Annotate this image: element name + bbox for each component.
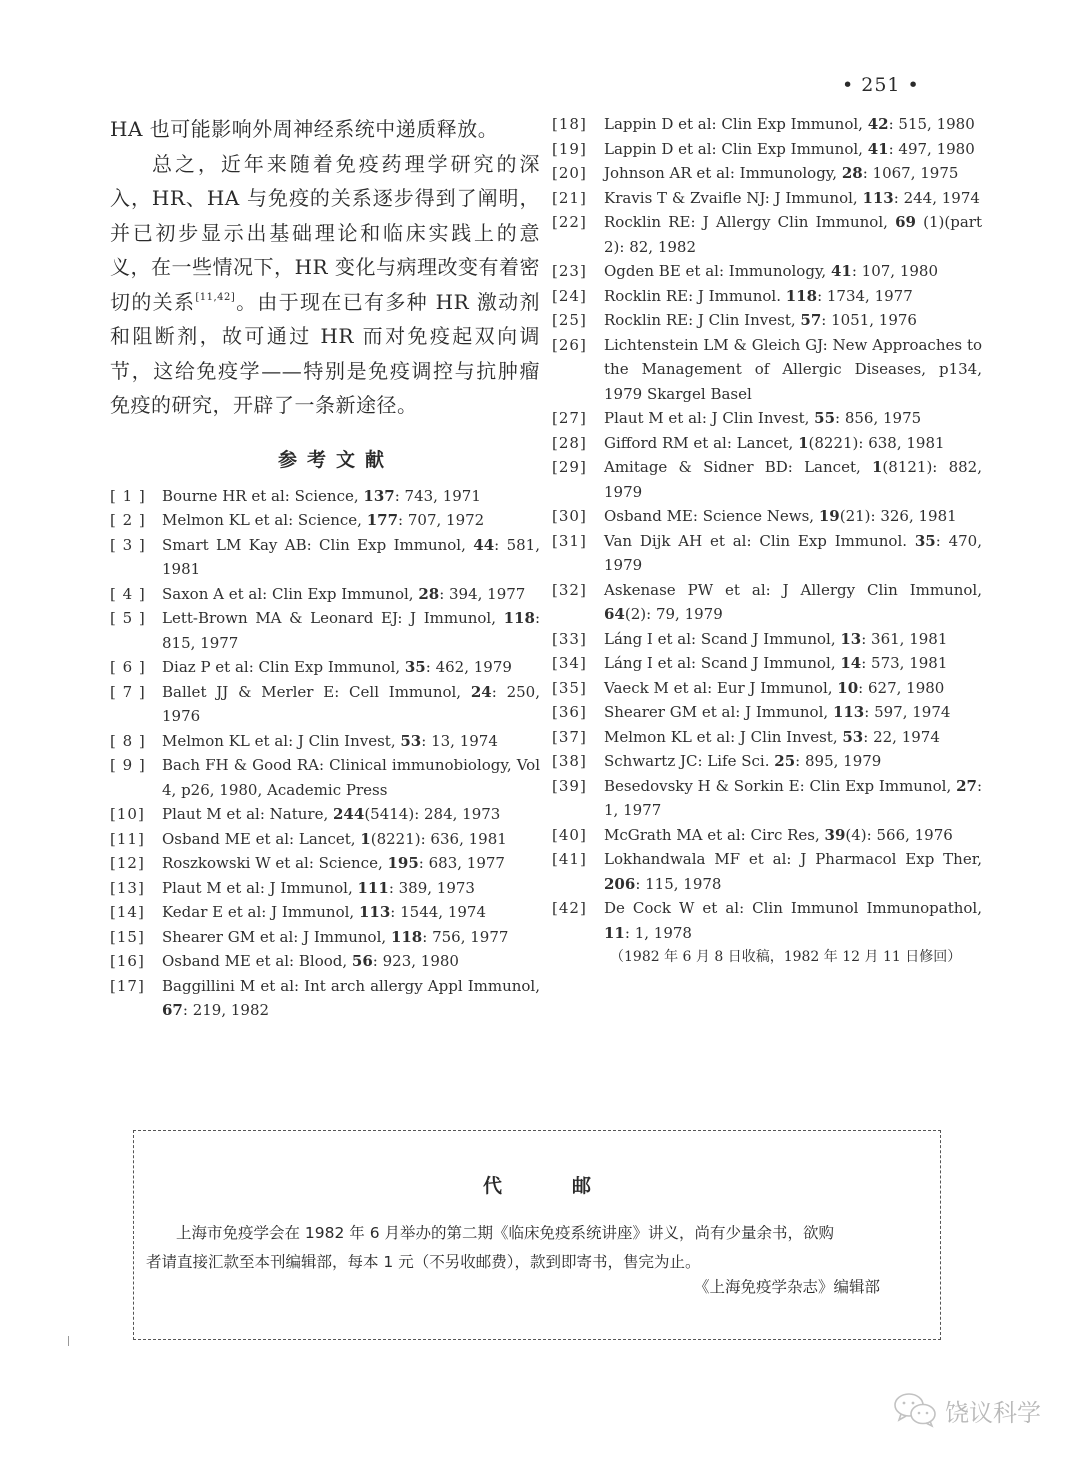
- reference-item: [110, 876, 540, 901]
- reference-text: Osband ME: Science News, 19(21): 326, 1981: [604, 507, 957, 525]
- reference-number: [16]: [110, 952, 145, 970]
- reference-text: Bourne HR et al: Science, 137: 743, 1971: [162, 486, 481, 505]
- reference-number: [41]: [552, 850, 587, 868]
- reference-number: [30]: [552, 507, 587, 525]
- reference-number: [ 6 ]: [110, 658, 146, 676]
- reference-number: [29]: [552, 458, 587, 476]
- notice-title: 代邮: [482, 1175, 661, 1197]
- reference-number: [12]: [110, 854, 145, 872]
- reference-text: Van Dijk AH et al: Clin Exp Immunol. 35: 470, 1979: [604, 531, 982, 574]
- reference-item: [110, 484, 540, 509]
- reference-text: Plaut M et al: J Clin Invest, 55: 856, 1975: [604, 409, 922, 427]
- notice-line-2: 者请直接汇款至本刊编辑部，每本 1 元（不另收邮费），款到即寄书，售完为止。: [146, 1253, 701, 1271]
- reference-item: [110, 655, 540, 680]
- reference-text: Saxon A et al: Clin Exp Immunol, 28: 394, 1977: [162, 584, 526, 603]
- watermark-text: 饶议科学: [945, 1398, 1041, 1427]
- reference-text: Baggillini M et al: Int arch allergy Appl Immunol, 67: 219, 1982: [162, 976, 540, 1019]
- reference-item: [110, 974, 540, 1023]
- received-date-note: （1982 年 6 月 8 日收稿，1982 年 12 月 11 日修回）: [610, 949, 962, 965]
- reference-item: [110, 753, 540, 802]
- reference-item: [110, 582, 540, 607]
- reference-item: [110, 533, 540, 582]
- reference-number: [28]: [552, 433, 587, 452]
- reference-list-right: [552, 112, 982, 945]
- reference-number: [ 1 ]: [110, 486, 146, 505]
- reference-item: [552, 308, 982, 333]
- reference-item: [110, 802, 540, 827]
- reference-item: [552, 431, 982, 456]
- reference-text: Lappin D et al: Clin Exp Immunol, 41: 497, 1980: [604, 139, 975, 158]
- reference-number: [26]: [552, 335, 587, 354]
- reference-item: [552, 627, 982, 652]
- reference-text: Lappin D et al: Clin Exp Immunol, 42: 515, 1980: [604, 115, 975, 133]
- reference-item: [110, 508, 540, 533]
- reference-number: [ 7 ]: [110, 682, 146, 701]
- reference-text: Ogden BE et al: Immunology, 41: 107, 1980: [604, 262, 939, 280]
- reference-number: [ 2 ]: [110, 511, 146, 529]
- reference-text: Gifford RM et al: Lancet, 1(8221): 638, 1981: [604, 433, 945, 452]
- reference-item: [552, 529, 982, 578]
- reference-number: [31]: [552, 531, 587, 550]
- reference-number: [32]: [552, 580, 587, 599]
- reference-item: [552, 284, 982, 309]
- reference-text: Melmon KL et al: Science, 177: 707, 1972: [162, 511, 485, 529]
- reference-item: [552, 700, 982, 725]
- reference-text: Melmon KL et al: J Clin Invest, 53: 13, 1974: [162, 731, 498, 750]
- reference-number: [40]: [552, 825, 587, 844]
- reference-item: [552, 774, 982, 823]
- reference-item: [552, 651, 982, 676]
- reference-number: [42]: [552, 899, 587, 917]
- reference-text: Osband ME et al: Lancet, 1(8221): 636, 1981: [162, 829, 507, 848]
- reference-text: Amitage & Sidner BD: Lancet, 1(8121): 882, 1979: [604, 458, 982, 501]
- reference-text: Vaeck M et al: Eur J Immunol, 10: 627, 1980: [604, 678, 945, 697]
- reference-item: [110, 729, 540, 754]
- body-paragraph-2: [110, 147, 540, 423]
- reference-text: Rocklin RE: J Clin Invest, 57: 1051, 1976: [604, 311, 917, 329]
- reference-number: [15]: [110, 927, 145, 946]
- reference-number: [17]: [110, 976, 145, 995]
- left-column: [110, 112, 540, 1023]
- scan-mark: [68, 1336, 69, 1346]
- reference-text: Rocklin RE: J Immunol. 118: 1734, 1977: [604, 286, 913, 305]
- reference-item: [110, 900, 540, 925]
- page-number: • 251 •: [842, 74, 920, 96]
- reference-item: [110, 606, 540, 655]
- reference-text: Láng I et al: Scand J Immunol, 14: 573, 1981: [604, 654, 948, 672]
- reference-number: [39]: [552, 776, 587, 795]
- reference-text: De Cock W et al: Clin Immunol Immunopathol, 11: 1, 1978: [604, 899, 982, 942]
- reference-text: Láng I et al: Scand J Immunol, 13: 361, 1981: [604, 629, 948, 648]
- reference-number: [10]: [110, 805, 145, 823]
- notice-signature: 《上海免疫学杂志》编辑部: [693, 1278, 880, 1296]
- reference-number: [25]: [552, 311, 587, 329]
- reference-text: Bach FH & Good RA: Clinical immunobiology, Vol 4, p26, 1980, Academic Press: [162, 756, 540, 799]
- reference-text: Shearer GM et al: J Immunol, 113: 597, 1974: [604, 703, 951, 721]
- reference-text: Roszkowski W et al: Science, 195: 683, 1977: [162, 854, 505, 872]
- body-paragraph-1: HA 也可能影响外周神经系统中递质释放。: [110, 117, 499, 141]
- reference-item: [552, 112, 982, 137]
- reference-number: [ 9 ]: [110, 756, 146, 774]
- reference-text: Kravis T & Zvaifle NJ: J Immunol, 113: 244, 1974: [604, 188, 980, 207]
- reference-number: [21]: [552, 188, 587, 207]
- reference-item: [110, 949, 540, 974]
- notice-line-1: 上海市免疫学会在 1982 年 6 月举办的第二期《临床免疫系统讲座》讲义，尚有少量余书，欲购: [176, 1224, 835, 1242]
- reference-text: Lokhandwala MF et al: J Pharmacol Exp Ther, 206: 115, 1978: [604, 850, 982, 893]
- reference-text: Shearer GM et al: J Immunol, 118: 756, 1977: [162, 927, 509, 946]
- reference-number: [27]: [552, 409, 587, 427]
- reference-item: [110, 925, 540, 950]
- reference-text: Osband ME et al: Blood, 56: 923, 1980: [162, 952, 459, 970]
- reference-number: [ 8 ]: [110, 731, 146, 750]
- notice-body: [146, 1219, 926, 1277]
- reference-item: [552, 455, 982, 504]
- reference-number: [18]: [552, 115, 587, 133]
- reference-number: [20]: [552, 164, 587, 182]
- reference-text: Lichtenstein LM & Gleich GJ: New Approaches to the Management of Allergic Diseases, p134, 1979 Skargel Basel: [604, 335, 982, 403]
- reference-text: Askenase PW et al: J Allergy Clin Immunol, 64(2): 79, 1979: [604, 580, 982, 623]
- reference-item: [552, 847, 982, 896]
- body-paragraph-2-text-b: 。由于现在已有多种 HR 激动剂和阻断剂，故可通过 HR 而对免疫起双向调节，这给免疫学——特别是免疫调控与抗肿瘤免疫的研究，开辟了一条新途径。: [110, 289, 541, 417]
- reference-text: Lett-Brown MA & Leonard EJ: J Immunol, 118: 815, 1977: [162, 609, 540, 652]
- reference-number: [35]: [552, 678, 587, 697]
- reference-item: [552, 823, 982, 848]
- reference-number: [36]: [552, 703, 587, 721]
- reference-number: [37]: [552, 727, 587, 746]
- reference-number: [34]: [552, 654, 587, 672]
- reference-item: [552, 406, 982, 431]
- reference-text: Kedar E et al: J Immunol, 113: 1544, 1974: [162, 903, 486, 921]
- reference-number: [13]: [110, 878, 145, 897]
- reference-text: Smart LM Kay AB: Clin Exp Immunol, 44: 581, 1981: [162, 535, 540, 578]
- reference-number: [33]: [552, 629, 587, 648]
- reference-list-left: [110, 484, 540, 1023]
- reference-item: [110, 851, 540, 876]
- reference-item: [552, 749, 982, 774]
- reference-text: Ballet JJ & Merler E: Cell Immunol, 24: 250, 1976: [162, 682, 540, 725]
- reference-item: [552, 896, 982, 945]
- citation-superscript: [11,42]: [195, 291, 236, 303]
- reference-text: Plaut M et al: Nature, 244(5414): 284, 1973: [162, 805, 501, 823]
- reference-item: [110, 680, 540, 729]
- reference-text: Rocklin RE: J Allergy Clin Immunol, 69 (1)(part 2): 82, 1982: [604, 213, 982, 256]
- reference-item: [552, 259, 982, 284]
- reference-text: Schwartz JC: Life Sci. 25: 895, 1979: [604, 752, 882, 770]
- reference-item: [552, 210, 982, 259]
- reference-number: [14]: [110, 903, 145, 921]
- reference-text: Diaz P et al: Clin Exp Immunol, 35: 462, 1979: [162, 658, 512, 676]
- article-body-text: [110, 112, 540, 423]
- reference-number: [38]: [552, 752, 587, 770]
- reference-item: [552, 725, 982, 750]
- reference-item: [552, 676, 982, 701]
- watermark: [893, 1392, 1041, 1428]
- reference-item: [552, 504, 982, 529]
- reference-item: [552, 578, 982, 627]
- notice-box: [133, 1130, 941, 1340]
- body-paragraph-2-text-a: 总之，近年来随着免疫药理学研究的深入，HR、HA 与免疫的关系逐步得到了阐明，并已初步显示出基础理论和临床实践上的意义，在一些情况下，HR 变化与病理改变有着密切的关系: [110, 151, 540, 314]
- reference-number: [11]: [110, 829, 145, 848]
- reference-number: [22]: [552, 213, 587, 231]
- reference-number: [ 4 ]: [110, 584, 146, 603]
- reference-item: [552, 333, 982, 407]
- reference-item: [552, 161, 982, 186]
- reference-item: [110, 827, 540, 852]
- reference-text: Plaut M et al: J Immunol, 111: 389, 1973: [162, 878, 475, 897]
- reference-number: [ 3 ]: [110, 535, 146, 554]
- wechat-icon: [893, 1392, 937, 1428]
- reference-number: [19]: [552, 139, 587, 158]
- reference-item: [552, 137, 982, 162]
- reference-number: [23]: [552, 262, 587, 280]
- right-column: [552, 112, 982, 969]
- reference-text: McGrath MA et al: Circ Res, 39(4): 566, 1976: [604, 825, 953, 844]
- reference-text: Johnson AR et al: Immunology, 28: 1067, 1975: [604, 164, 959, 182]
- references-heading: 参考文献: [277, 448, 394, 471]
- reference-text: Melmon KL et al: J Clin Invest, 53: 22, 1974: [604, 727, 940, 746]
- reference-number: [ 5 ]: [110, 609, 146, 627]
- reference-number: [24]: [552, 286, 587, 305]
- reference-text: Besedovsky H & Sorkin E: Clin Exp Immunol, 27: 1, 1977: [604, 776, 982, 819]
- reference-item: [552, 186, 982, 211]
